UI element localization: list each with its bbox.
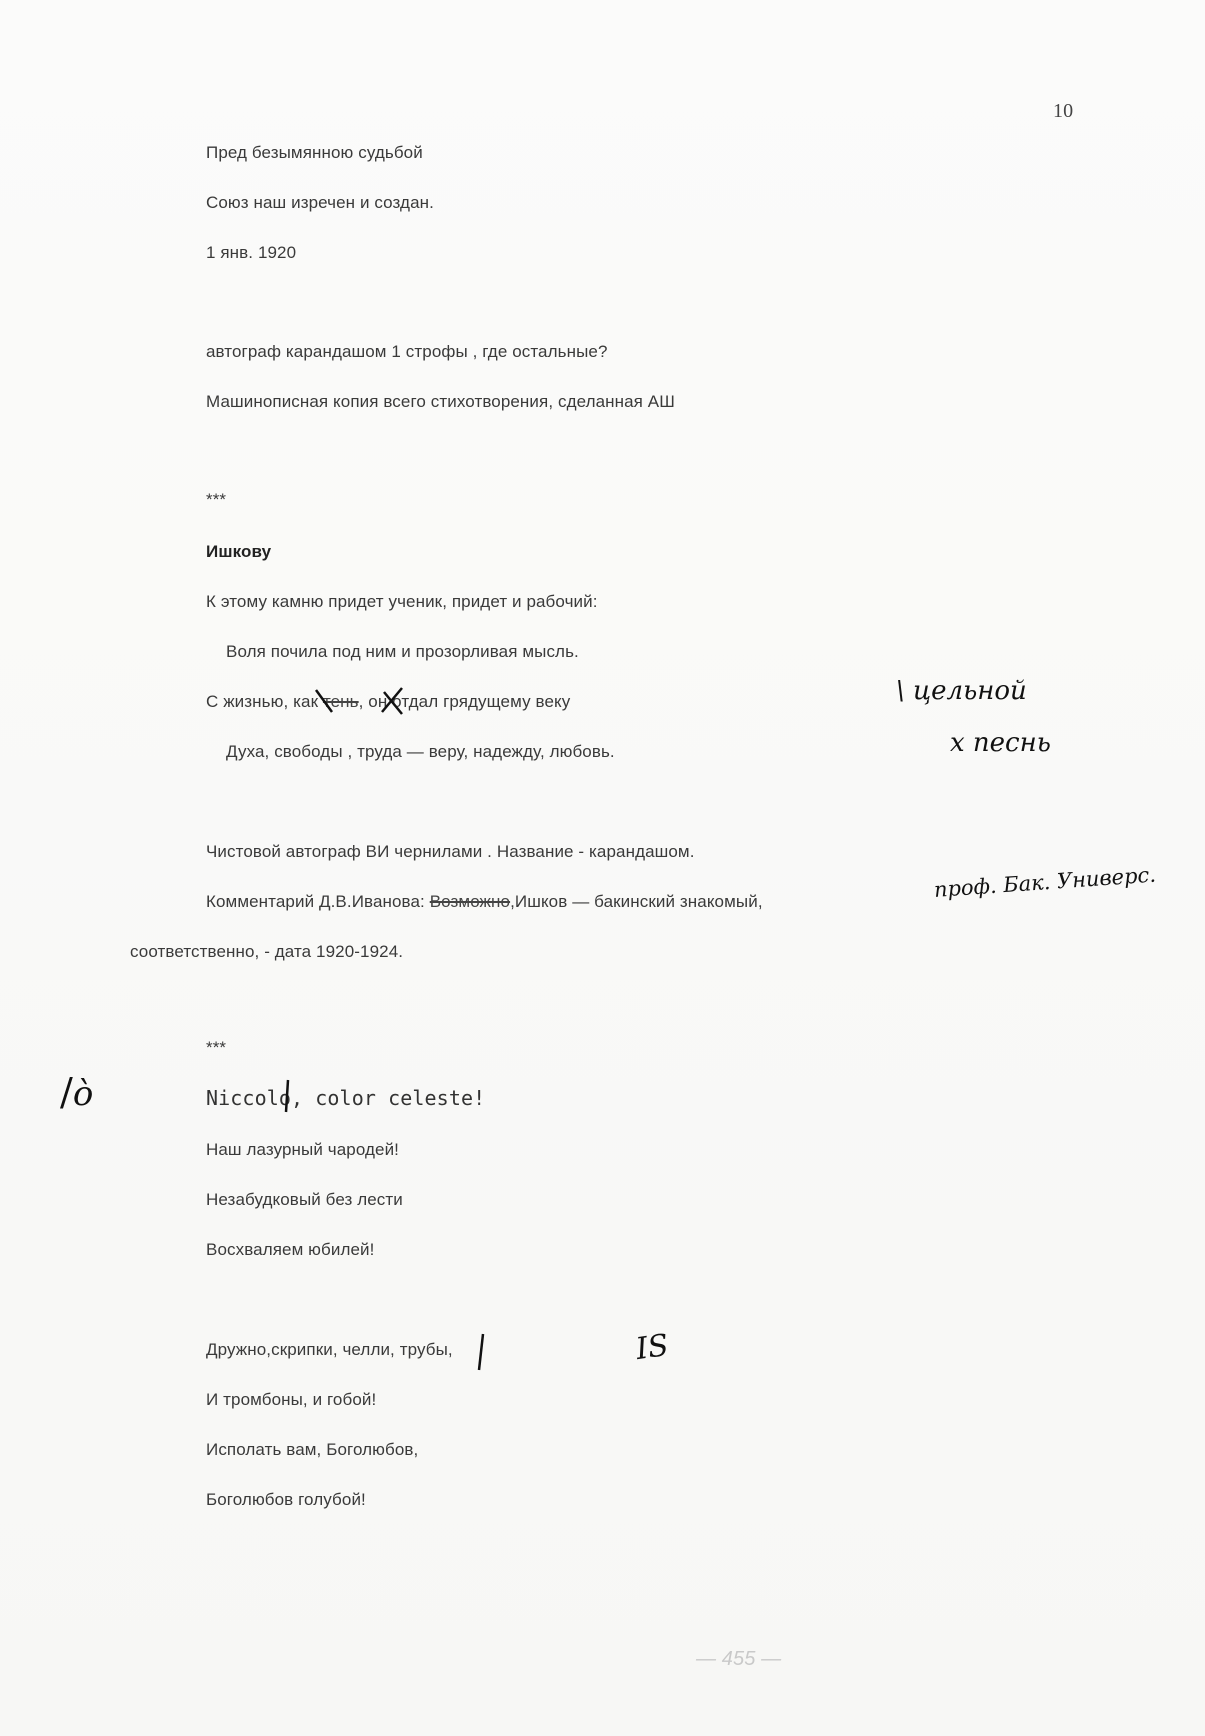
margin-mark: IS [633,1327,671,1368]
poem-line: Дружно,скрипки, челли, трубы, [206,1340,453,1359]
line-text: Комментарий Д.В.Иванова: [206,892,430,911]
correction-stroke-icon [474,1332,488,1372]
poem-line: И тромбоны, и гобой! [206,1390,377,1409]
poem-line: Незабудковый без лести [206,1190,403,1209]
note-line: Чистовой автограф ВИ чернилами . Название - карандашом. [206,842,695,861]
margin-note: \ цельной [896,676,1027,706]
line-text: , он отдал грядущему веку [358,692,571,711]
poem-title-line: Niccolo, color celeste! [206,1086,486,1110]
poem-line: К этому камню придет ученик, придет и рабочий: [206,592,598,611]
margin-correction: /ò [60,1070,94,1114]
note-line: соответственно, - дата 1920-1924. [130,942,404,961]
page-number: 10 [1053,100,1074,122]
insertion-mark-icon [312,686,338,716]
section-separator: *** [206,490,227,509]
poem-line: Духа, свободы , труда — веру, надежду, любовь. [226,742,615,761]
margin-note: х песнь [950,728,1051,758]
poem-line: Боголюбов голубой! [206,1490,366,1509]
note-line-corrected [206,892,763,912]
archive-page-number: — 455 — [696,1648,782,1670]
margin-correction-letter: ò [72,1074,94,1114]
poem-title: Ишкову [206,542,272,561]
poem-line: Восхваляем юбилей! [206,1240,375,1259]
handwritten-insert: проф. Бак. Универс. [933,862,1157,902]
poem-line: Пред безымянною судьбой [206,143,423,162]
struck-word: Возможно [429,892,511,911]
poem-line: Воля почила под ним и прозорливая мысль. [226,642,579,661]
poem-line: Наш лазурный чародей! [206,1140,400,1159]
strike-cross-icon [378,684,406,718]
note-line: автограф карандашом 1 строфы , где остальные? [206,342,608,361]
line-text: ,Ишков — бакинский знакомый, [510,892,763,911]
line-text: как [293,692,323,711]
line-text: С жизнью, [206,692,294,711]
poem-date: 1 янв. 1920 [206,243,297,262]
note-line: Машинописная копия всего стихотворения, сделанная АШ [206,392,675,411]
section-separator: *** [206,1038,227,1057]
poem-line: Союз наш изречен и создан. [206,193,434,212]
struck-word: тень [322,692,359,711]
poem-line: Исполать вам, Боголюбов, [206,1440,419,1459]
correction-stroke-icon [280,1078,294,1114]
